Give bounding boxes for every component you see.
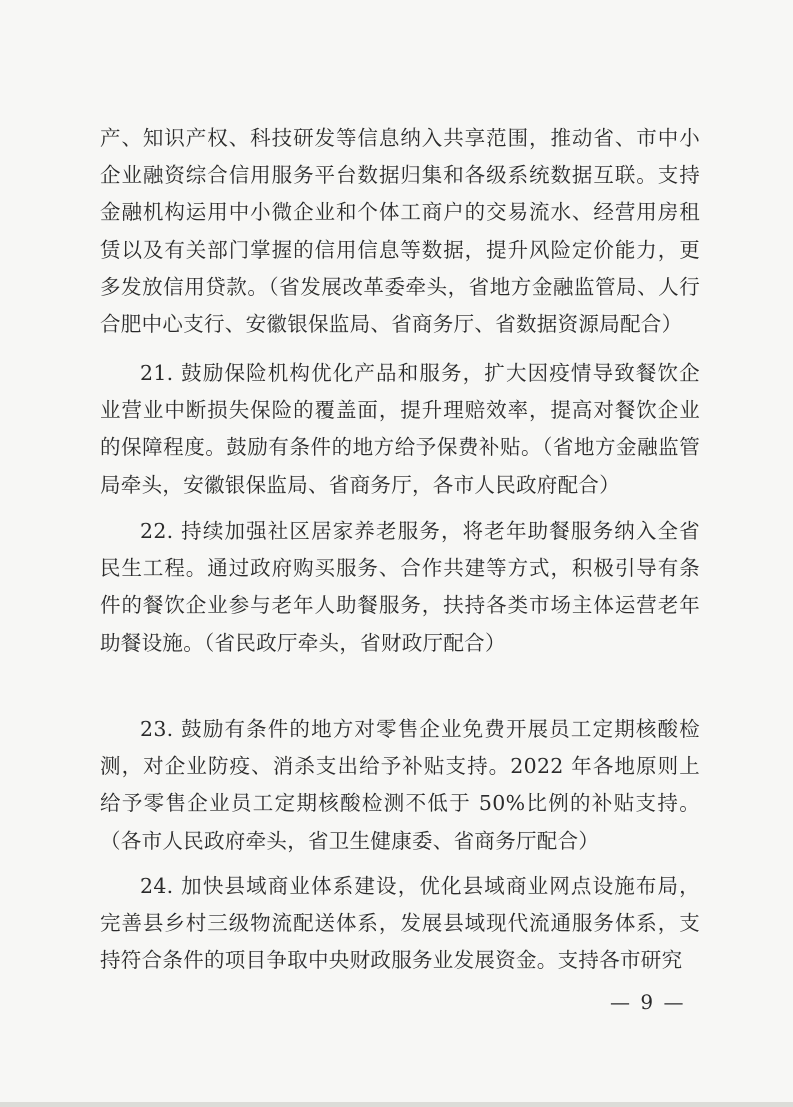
paragraph-item-21: 21. 鼓励保险机构优化产品和服务，扩大因疫情导致餐饮企业营业中断损失保险的覆盖面，提升理赔效率，提高对餐饮企业的保障程度。鼓励有条件的地方给予保费补贴。（省地方金融监管局牵头，安徽银保监局、省商务厅，各市人民政府配合）	[100, 361, 700, 497]
page-number: — 9 —	[610, 990, 686, 1014]
paragraph-item-23: 23. 鼓励有条件的地方对零售企业免费开展员工定期核酸检测，对企业防疫、消杀支出给予补贴支持。2022 年各地原则上给予零售企业员工定期核酸检测不低于 50%比例的补贴支持。（各市人民政府牵头，省卫生健康委、省商务厅配合）	[100, 717, 700, 853]
page-bottom-edge	[0, 1102, 793, 1107]
paragraph-continuation: 产、知识产权、科技研发等信息纳入共享范围，推动省、市中小企业融资综合信用服务平台数据归集和各级系统数据互联。支持金融机构运用中小微企业和个体工商户的交易流水、经营用房租赁以及有关部门掌握的信用信息等数据，提升风险定价能力，更多发放信用贷款。（省发展改革委牵头，省地方金融监管局、人行合肥中心支行、安徽银保监局、省商务厅、省数据资源局配合）	[100, 126, 700, 337]
paragraph-item-22: 22. 持续加强社区居家养老服务，将老年助餐服务纳入全省民生工程。通过政府购买服务、合作共建等方式，积极引导有条件的餐饮企业参与老年人助餐服务，扶持各类市场主体运营老年助餐设施。（省民政厅牵头，省财政厅配合）	[100, 519, 700, 655]
paragraph-item-24: 24. 加快县域商业体系建设，优化县域商业网点设施布局，完善县乡村三级物流配送体系，发展县域现代流通服务体系，支持符合条件的项目争取中央财政服务业发展资金。支持各市研究	[100, 874, 700, 973]
